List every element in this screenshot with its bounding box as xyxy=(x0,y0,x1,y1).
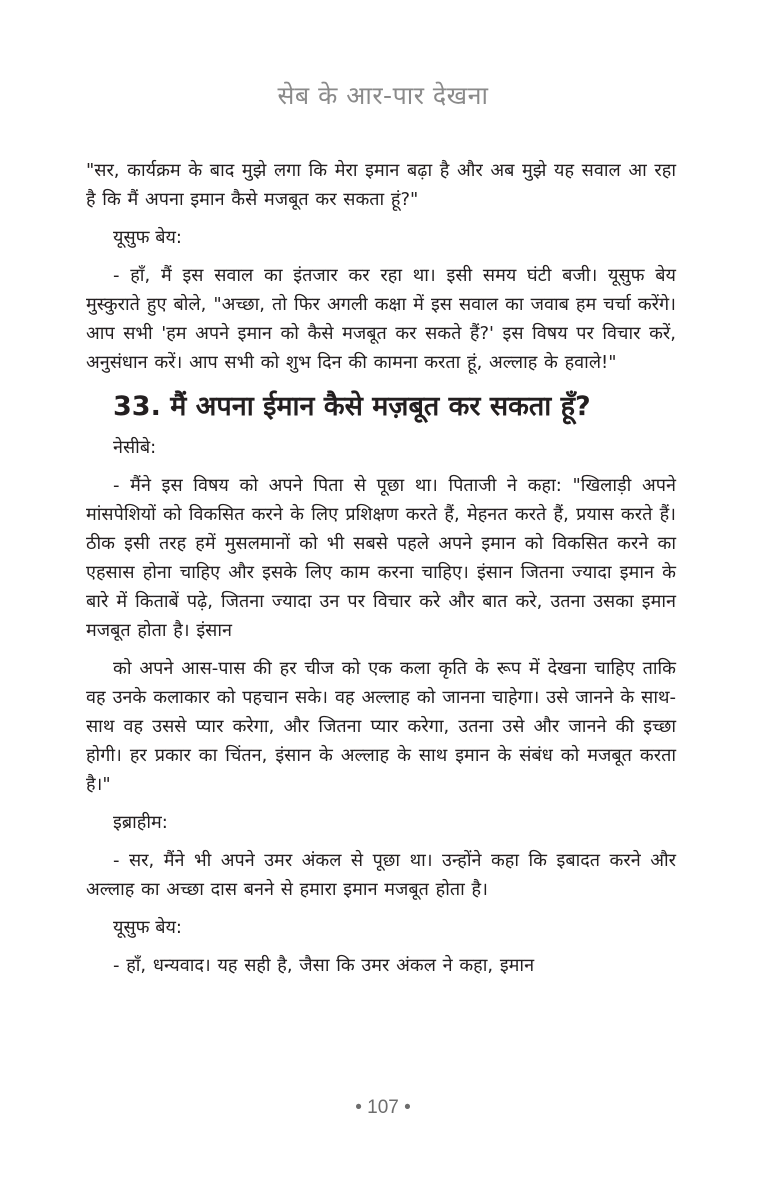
paragraph: - हाँ, धन्यवाद। यह सही है, जैसा कि उमर अंकल ने कहा, इमान xyxy=(113,955,535,976)
speaker-label: नेसीबे: xyxy=(113,437,157,458)
paragraph: - मैंने इस विषय को अपने पिता से पूछा था। पिताजी ने कहा: "खिलाड़ी अपने मांसपेशियों को विकसित करने के लिए प्रशिक्षण करते हैं, मेहनत करते हैं, प्रयास करते हैं। ठीक इसी तरह हमें मुसलमानों को भी सबसे पहले अपने इमान को विकसित करने का एहसास होना चाहिए और इसके लिए काम करना चाहिए। इंसान जितना ज्यादा इमान के बारे में किताबें पढ़े, जितना ज्यादा उन पर विचार करे और बात करे, उतना उसका इमान मजबूत होता है। इंसान xyxy=(86,475,676,641)
speaker-label: यूसुफ बेय: xyxy=(113,227,182,248)
chapter-title: 33. मैं अपना ईमान कैसे मज़बूत कर सकता हूँ? xyxy=(113,391,591,422)
speaker-label: इब्राहीम: xyxy=(113,812,168,833)
paragraph: - सर, मैंने भी अपने उमर अंकल से पूछा था। उन्होंने कहा कि इबादत करने और अल्लाह का अच्छा दास बनने से हमारा इमान मजबूत होता है। xyxy=(86,850,676,900)
page-body xyxy=(86,156,676,989)
paragraph: - हाँ, मैं इस सवाल का इंतजार कर रहा था। इसी समय घंटी बजी। यूसुफ बेय मुस्कुराते हुए बोले, "अच्छा, तो फिर अगली कक्षा में इस सवाल का जवाब हम चर्चा करेंगे। आप सभी 'हम अपने इमान को कैसे मजबूत कर सकते हैं?' इस विषय पर विचार करें, अनुसंधान करें। आप सभी को शुभ दिन की कामना करता हूं, अल्लाह के हवाले!" xyxy=(86,265,676,373)
running-head-title: सेब के आर-पार देखना xyxy=(277,81,489,110)
paragraph: "सर, कार्यक्रम के बाद मुझे लगा कि मेरा इमान बढ़ा है और अब मुझे यह सवाल आ रहा है कि मैं अपना इमान कैसे मजबूत कर सकता हूं?" xyxy=(86,160,676,210)
paragraph: को अपने आस-पास की हर चीज को एक कला कृति के रूप में देखना चाहिए ताकि वह उनके कलाकार को पहचान सके। वह अल्लाह को जानना चाहेगा। उसे जानने के साथ-साथ वह उससे प्यार करेगा, और जितना प्यार करेगा, उतना उसे और जानने की इच्छा होगी। हर प्रकार का चिंतन, इंसान के अल्लाह के साथ इमान के संबंध को मजबूत करता है।" xyxy=(86,658,676,795)
speaker-label: यूसुफ बेय: xyxy=(113,917,182,938)
page-number: • 107 • xyxy=(355,1097,411,1118)
